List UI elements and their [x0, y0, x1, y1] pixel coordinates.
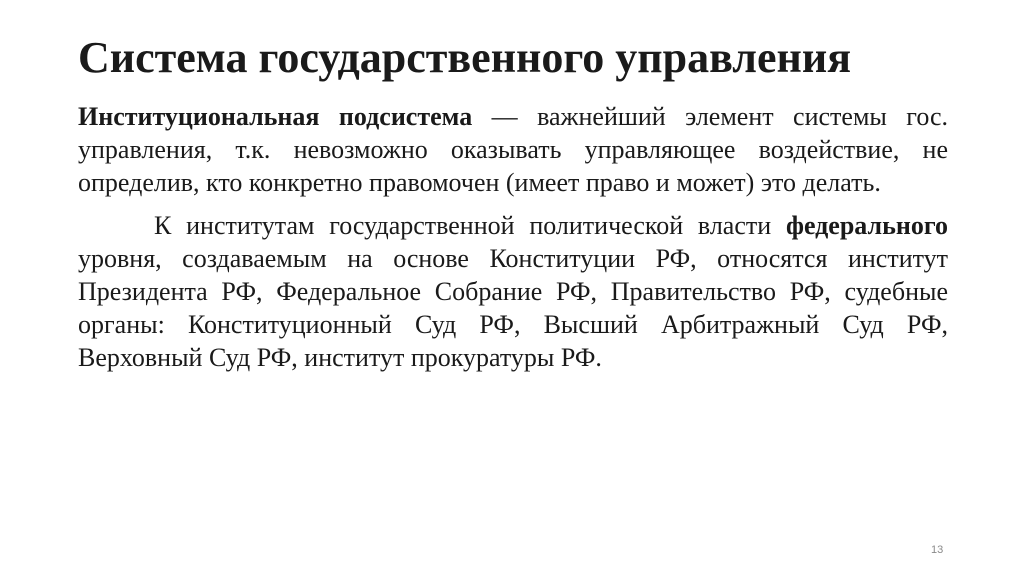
term-federal: федерального: [785, 211, 948, 240]
slide-body: [78, 100, 948, 384]
term-institutional-subsystem: Институциональная подсистема: [78, 102, 473, 131]
paragraph-1-text: — важнейший элемент системы гос. управления, т.к. невозможно оказывать управляющее воздействие, не определив, кто конкретно правомочен (имеет право и может) это делать.: [78, 102, 949, 197]
paragraph-institutional-subsystem: [78, 100, 948, 199]
paragraph-federal-institutions: [78, 209, 948, 374]
paragraph-2-text-before: К институтам государственной политической власти: [154, 211, 786, 240]
page-number: 13: [931, 544, 944, 556]
paragraph-2-text-after: уровня, создаваемым на основе Конституции РФ, относятся институт Президента РФ, Федеральное Собрание РФ, Правительство РФ, судебные органы: Конституционный Суд РФ, Высший Арбитражный Суд РФ, Верховный Суд РФ, институт прокуратуры РФ.: [78, 244, 948, 372]
slide-title: Система государственного управления: [78, 33, 852, 82]
